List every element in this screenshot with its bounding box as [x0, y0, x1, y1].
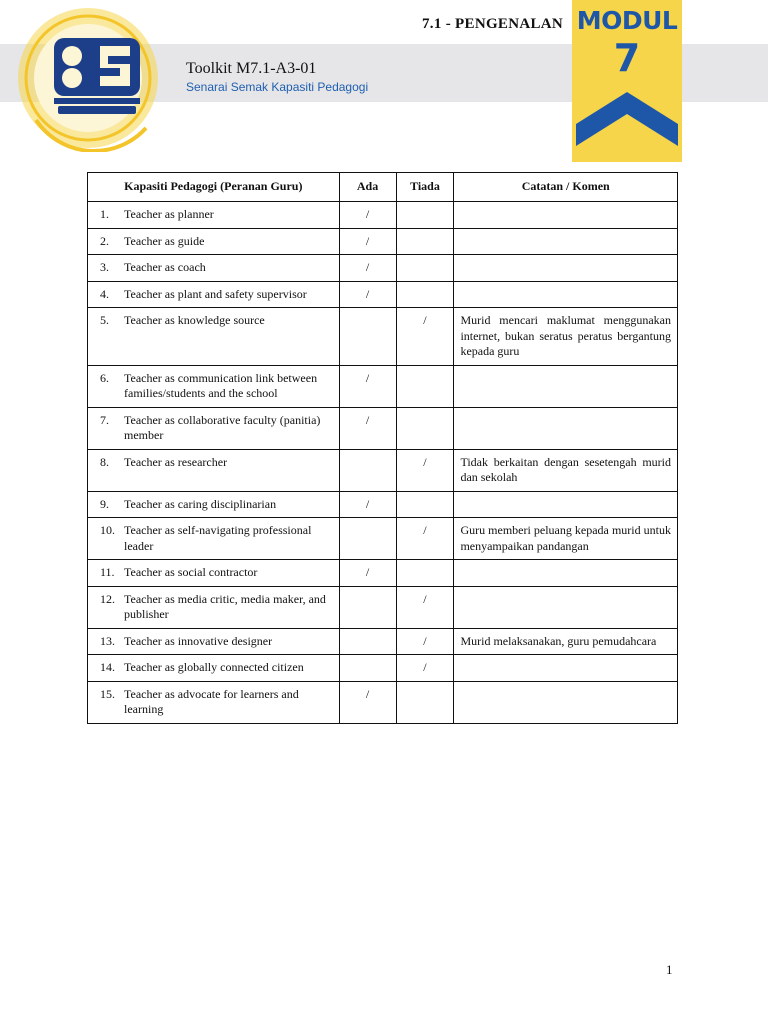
- table-row: [88, 281, 678, 308]
- row-note: [454, 491, 678, 518]
- row-ada: [339, 628, 396, 655]
- row-ada: /: [339, 281, 396, 308]
- table-row: [88, 681, 678, 723]
- row-role: Teacher as communication link between families/students and the school: [124, 370, 318, 400]
- table-row: [88, 228, 678, 255]
- row-note: [454, 281, 678, 308]
- row-tiada: [396, 365, 454, 407]
- row-ada: /: [339, 681, 396, 723]
- row-note: [454, 228, 678, 255]
- section-title: 7.1 - PENGENALAN: [422, 16, 564, 32]
- row-tiada: [396, 681, 454, 723]
- row-note: Murid mencari maklumat menggunakan internet, bukan seratus peratus bergantung kepada guru: [454, 308, 678, 366]
- row-tiada: [396, 202, 454, 229]
- modul-number: 7: [613, 36, 641, 80]
- row-note: Murid melaksanakan, guru pemudahcara: [454, 628, 678, 655]
- row-number: 7.: [100, 412, 109, 427]
- row-note: [454, 560, 678, 587]
- row-tiada: /: [396, 449, 454, 491]
- row-number: 11.: [100, 565, 115, 579]
- row-tiada: [396, 281, 454, 308]
- row-note: [454, 202, 678, 229]
- row-ada: /: [339, 491, 396, 518]
- header-role: Kapasiti Pedagogi (Peranan Guru): [88, 173, 340, 202]
- table-row: [88, 560, 678, 587]
- row-ada: /: [339, 407, 396, 449]
- table-row: [88, 655, 678, 682]
- row-ada: /: [339, 202, 396, 229]
- row-number: 5.: [100, 313, 109, 327]
- row-number: 15.: [100, 686, 115, 701]
- pedagogy-checklist-table: [87, 172, 678, 724]
- table-row: [88, 202, 678, 229]
- page-number: 1: [666, 962, 673, 977]
- row-role: Teacher as innovative designer: [124, 633, 273, 648]
- header-notes: Catatan / Komen: [454, 173, 678, 202]
- row-role: Teacher as guide: [124, 233, 205, 248]
- row-note: [454, 255, 678, 282]
- table-row: [88, 518, 678, 560]
- row-tiada: /: [396, 518, 454, 560]
- ts25-logo: [8, 0, 174, 152]
- row-number: 10.: [100, 523, 115, 537]
- header-tiada: Tiada: [396, 173, 454, 202]
- row-role: Teacher as self-navigating professional leader: [124, 523, 312, 553]
- row-role: Teacher as knowledge source: [124, 313, 265, 327]
- toolkit-subtitle: Senarai Semak Kapasiti Pedagogi: [186, 80, 369, 94]
- row-role: Teacher as social contractor: [124, 565, 258, 579]
- row-role: Teacher as collaborative faculty (panitia) member: [124, 412, 321, 442]
- row-ada: [339, 518, 396, 560]
- row-number: 13.: [100, 633, 115, 648]
- row-ada: [339, 655, 396, 682]
- table-row: [88, 365, 678, 407]
- table-header-row: [88, 173, 678, 202]
- modul-label: MODUL: [576, 6, 678, 35]
- header-ada: Ada: [339, 173, 396, 202]
- row-role: Teacher as caring disciplinarian: [124, 496, 277, 511]
- row-role: Teacher as media critic, media maker, and publisher: [124, 591, 326, 621]
- row-tiada: [396, 255, 454, 282]
- row-ada: /: [339, 255, 396, 282]
- row-tiada: /: [396, 586, 454, 628]
- row-role: Teacher as researcher: [124, 454, 228, 469]
- row-note: [454, 586, 678, 628]
- row-ada: [339, 449, 396, 491]
- row-note: [454, 655, 678, 682]
- row-ada: /: [339, 365, 396, 407]
- row-number: 6.: [100, 370, 109, 385]
- table-row: [88, 586, 678, 628]
- row-note: Guru memberi peluang kepada murid untuk menyampaikan pandangan: [454, 518, 678, 560]
- table-row: [88, 308, 678, 366]
- row-number: 4.: [100, 286, 109, 301]
- row-ada: [339, 586, 396, 628]
- row-note: [454, 407, 678, 449]
- row-note: [454, 681, 678, 723]
- row-ada: /: [339, 228, 396, 255]
- row-ada: /: [339, 560, 396, 587]
- row-number: 3.: [100, 260, 109, 274]
- row-tiada: [396, 407, 454, 449]
- table-row: [88, 449, 678, 491]
- toolkit-title: Toolkit M7.1-A3-01: [186, 60, 317, 77]
- row-tiada: [396, 491, 454, 518]
- row-number: 8.: [100, 454, 109, 469]
- row-ada: [339, 308, 396, 366]
- table-row: [88, 628, 678, 655]
- row-number: 2.: [100, 233, 109, 248]
- row-tiada: /: [396, 655, 454, 682]
- row-tiada: [396, 560, 454, 587]
- row-role: Teacher as plant and safety supervisor: [124, 286, 307, 301]
- table-row: [88, 255, 678, 282]
- row-tiada: /: [396, 628, 454, 655]
- row-role: Teacher as advocate for learners and learning: [124, 686, 299, 716]
- row-role: Teacher as globally connected citizen: [124, 660, 304, 674]
- row-note: Tidak berkaitan dengan sesetengah murid dan sekolah: [454, 449, 678, 491]
- row-tiada: [396, 228, 454, 255]
- row-note: [454, 365, 678, 407]
- row-number: 1.: [100, 207, 109, 221]
- row-number: 14.: [100, 660, 115, 674]
- row-number: 12.: [100, 591, 115, 606]
- row-role: Teacher as coach: [124, 260, 206, 274]
- row-number: 9.: [100, 496, 109, 511]
- row-role: Teacher as planner: [124, 207, 214, 221]
- table-row: [88, 491, 678, 518]
- row-tiada: /: [396, 308, 454, 366]
- table-row: [88, 407, 678, 449]
